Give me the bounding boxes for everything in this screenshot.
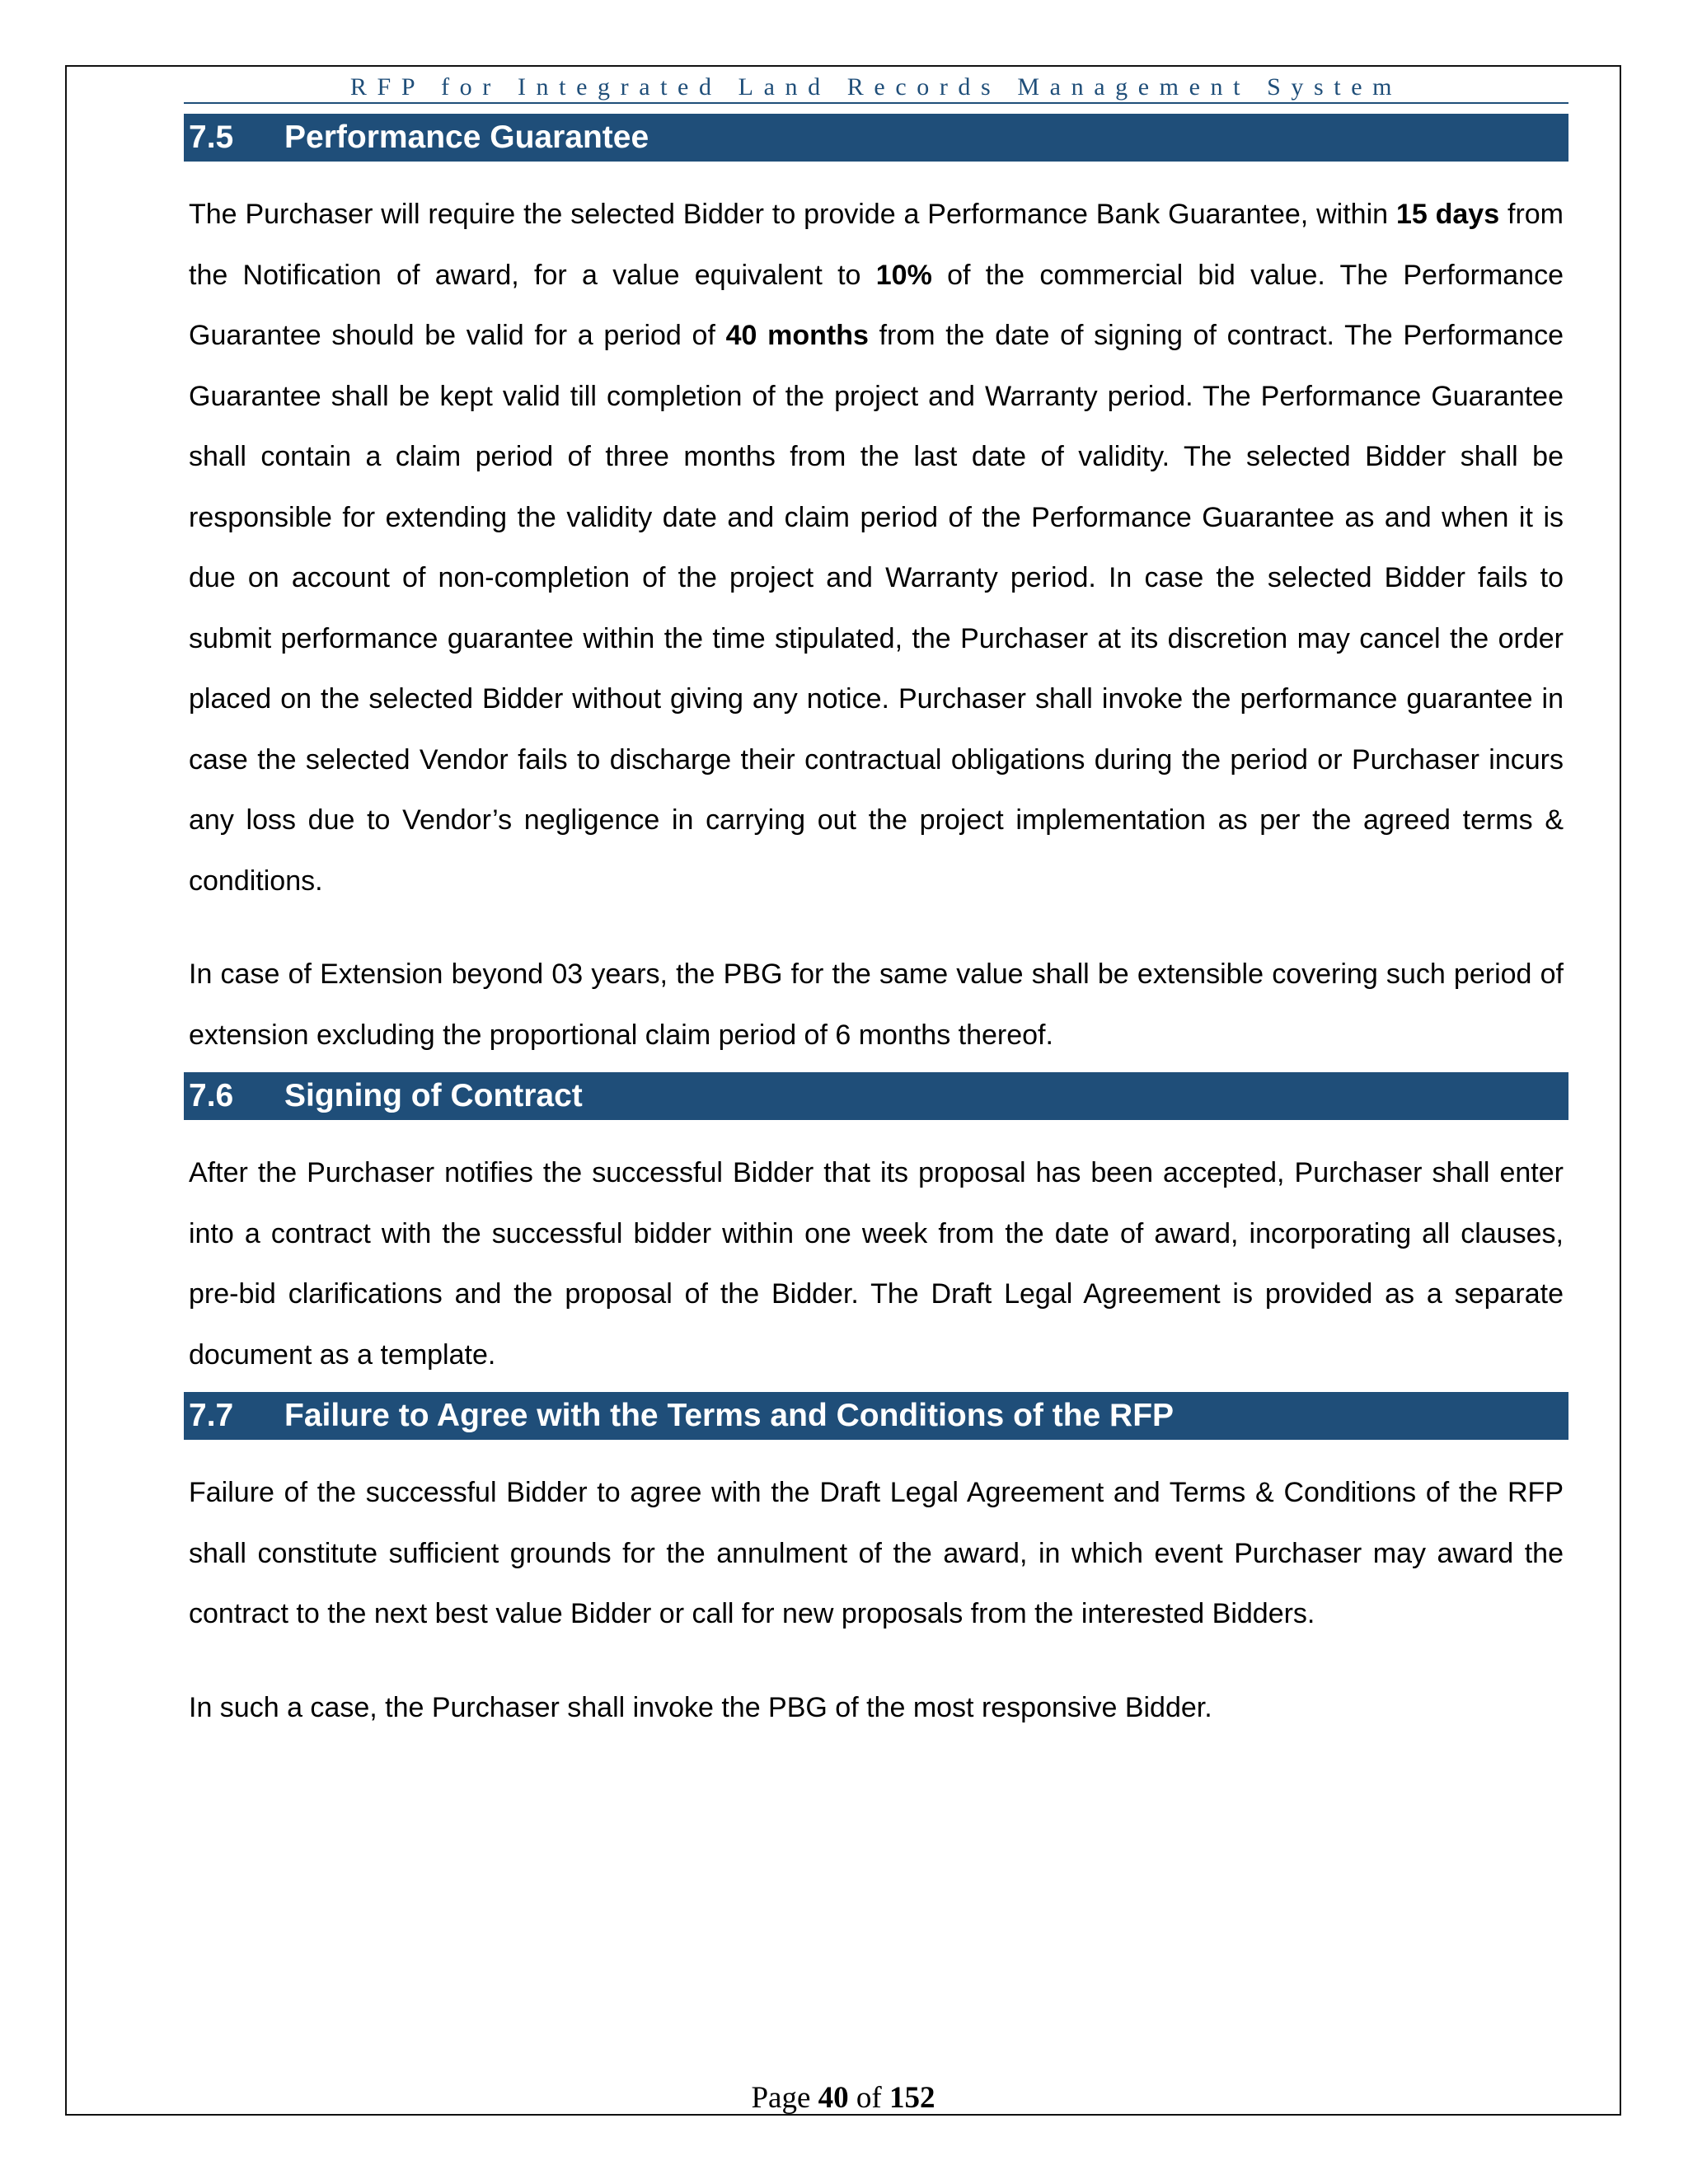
page-word: Page [751,2081,811,2115]
section-title: Failure to Agree with the Terms and Conditions of the RFP [284,1398,1175,1433]
failure-to-agree-paragraph: Failure of the successful Bidder to agree with the Draft Legal Agreement and Terms & Conditions of the RFP shall constitute sufficient grounds for the annulment of the award, in which event Purchaser may award the contract to the next best value Bidder or call for new proposals from the interested Bidders. [189,1477,1564,1629]
total-pages-number: 152 [889,2081,935,2115]
current-page-number: 40 [818,2081,849,2115]
page-number-footer [65,2082,1621,2115]
running-header: RFP for Integrated Land Records Management System [184,66,1568,104]
text-run: The Purchaser will require the selected Bidder to provide a Performance Bank Guarantee, within [189,199,1396,230]
section-title: Signing of Contract [284,1078,583,1113]
extension-paragraph: In case of Extension beyond 03 years, the PBG for the same value shall be extensible covering such period of extension excluding the proportional claim period of 6 months thereof. [189,958,1564,1051]
emphasis-40-months: 40 months [725,320,869,351]
emphasis-15-days: 15 days [1395,199,1500,230]
text-run: of the commercial bid value. The Performance Guarantee should be valid for a period of [189,259,1564,351]
signing-of-contract-paragraph: After the Purchaser notifies the successful Bidder that its proposal has been accepted, Purchaser shall enter into a contract with the successful bidder within one week from the date of award, incorporating all clauses, pre-bid clarifications and the proposal of the Bidder. The Draft Legal Agreement is provided as a separate document as a template. [189,1157,1564,1371]
of-word: of [856,2081,882,2115]
performance-guarantee-paragraph [189,185,1564,912]
text-run: from the date of signing of contract. The Performance Guarantee shall be kept valid till completion of the project and Warranty period. The Performance Guarantee shall contain a claim period of three months from the last date of validity. The selected Bidder shall be responsible for extending the validity date and claim period of the Performance Guarantee as and when it is due on account of non-completion of the project and Warranty period. In case the selected Bidder fails to submit performance guarantee within the time stipulated, the Purchaser at its discretion may cancel the order placed on the selected Bidder without giving any notice. Purchaser shall invoke the performance guarantee in case the selected Vendor fails to discharge their contractual obligations during the period or Purchaser incurs any loss due to Vendor’s negligence in carrying out the project implementation as per the agreed terms & conditions. [189,320,1564,897]
section-heading-7-7 [184,1392,1568,1440]
section-number: 7.5 [189,120,234,155]
section-number: 7.7 [189,1398,234,1433]
emphasis-10-percent: 10% [875,259,932,291]
section-heading-7-5 [184,114,1568,162]
section-heading-7-6 [184,1072,1568,1120]
pbg-invocation-paragraph: In such a case, the Purchaser shall invoke the PBG of the most responsive Bidder. [189,1691,1212,1723]
section-number: 7.6 [189,1078,234,1113]
page-content [184,66,1568,1738]
text-run: from the Notification of award, for a value equivalent to [189,199,1564,291]
section-title: Performance Guarantee [284,120,649,155]
